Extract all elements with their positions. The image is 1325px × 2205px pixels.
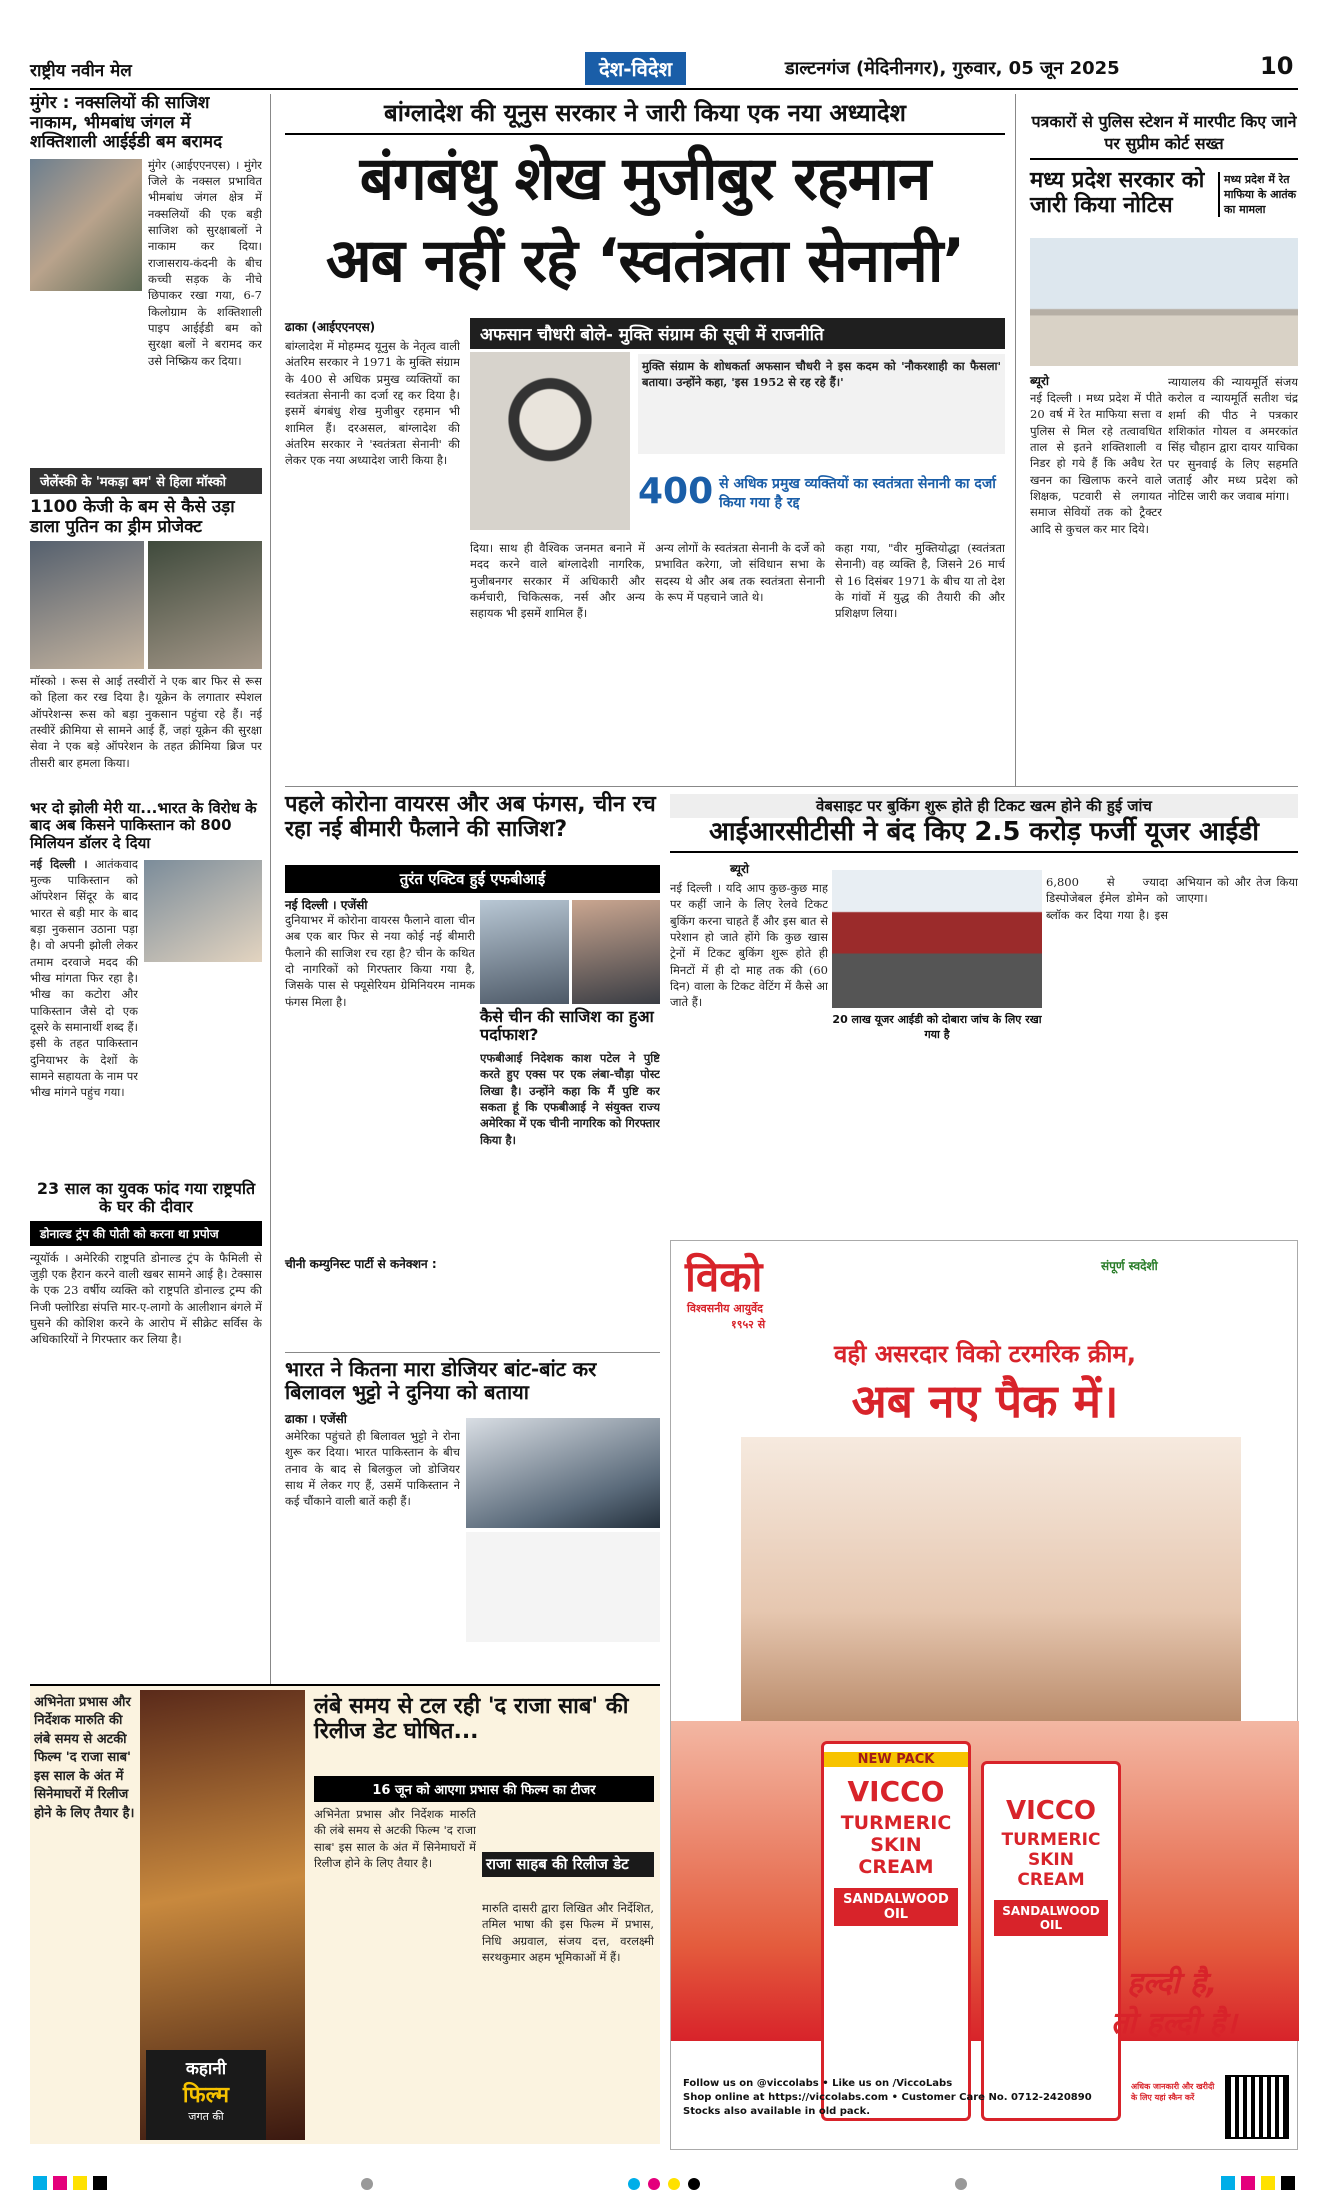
film-sub: राजा साहब की रिलीज डेट — [482, 1852, 654, 1877]
qr-code-icon[interactable] — [1227, 2077, 1287, 2137]
film-logo — [146, 2050, 266, 2140]
vicco-footer — [683, 2077, 1123, 2119]
lead-body-2: दिया। साथ ही वैश्विक जनमत बनाने में मदद करने वाले बांग्लादेशी नागरिक, मुजीबनगर सरकार में अधिकारी और कर्मचारी, चिकित्सक, नर्स और अन्य सहायक भी इसमें शामिल हैं। — [470, 541, 645, 621]
pak-body: आतंकवाद मुल्क पाकिस्तान को ऑपरेशन सिंदूर के बाद भारत से बड़ी मार के बाद बड़ा नुकसान उठाना पड़ा है। वो अपनी झोली लेकर तमाम दरवाजे मदद की भीख मांगता फिर रहा है। भीख का कटोरा और पाकिस्तान जैसे दो एक दूसरे के समानार्थी शब्द हैं। इसी के तहत पाकिस्तान दुनियाभर के देशों के सामने सहायता के नाम पर भीख मांगने पहुंच गया। — [30, 856, 138, 1100]
corona-dateline: नई दिल्ली । एजेंसी — [285, 898, 368, 912]
vicco-footer-2: Shop online at https://viccolabs.com • Customer Care No. 0712-2420890 — [683, 2092, 1092, 2103]
bilawal-photo-caption-strip — [466, 1532, 660, 1642]
munger-headline: मुंगेर : नक्सलियों की साजिश नाकाम, भीमबांध जंगल में शक्तिशाली आईईडी बम बरामद — [30, 93, 223, 153]
vicco-footer-1: Follow us on @viccolabs • Like us on /ViccoLabs — [683, 2078, 953, 2089]
film-headline: लंबे समय से टल रही 'द राजा साब' की रिलीज डेट घोषित... — [314, 1694, 629, 1745]
irctc-caption: 20 लाख यूजर आईडी को दोबारा जांच के लिए रखा गया है — [832, 1013, 1042, 1041]
zelensky-headline: 1100 केजी के बम से कैसे उड़ा डाला पुतिन का ड्रीम प्रोजेक्ट — [30, 497, 235, 537]
film-body-2: मारुति दासरी द्वारा लिखित और निर्देशित, तमिल भाषा की इस फिल्म में प्रभास, निधि अग्रवाल, संजय दत्त, वरलक्ष्मी सरथकुमार अहम भूमिकाओं में हैं। — [482, 1901, 654, 1964]
pak-headline: भर दो झोली मेरी या...भारत के विरोध के बाद अब किसने पाकिस्तान को 800 मिलियन डॉलर दे दिया — [30, 799, 257, 852]
journalist-dateline: ब्यूरो — [1030, 374, 1049, 388]
irctc-body-2: 6,800 से ज्यादा डिस्पोजेबल ईमेल डोमेन को ब्लॉक कर दिया गया है। इस अभियान को और तेज किया जाएगा। — [1046, 875, 1298, 922]
trump-story — [30, 1180, 262, 1605]
corona-body: दुनियाभर में कोरोना वायरस फैलाने वाला चीन अब एक बार फिर से नया कोई नई बीमारी फैलाने की साजिश रच रहा है? चीन के कथित दो नागरिकों को गिरफ्तार किया गया है, जिसके पास से फ्यूसेरियम ग्रेमिनियरम नामक फंगस मिला है। — [285, 913, 475, 1009]
film-logo-1: कहानी — [185, 2059, 227, 2079]
lead-sub: अफसान चौधरी बोले- मुक्ति संग्राम की सूची में राजनीति — [470, 318, 1005, 349]
corona-box-headline: कैसे चीन की साजिश का हुआ पर्दाफाश? — [480, 1007, 654, 1045]
vicco-tube-2 — [981, 1761, 1121, 2121]
film-intro: अभिनेता प्रभास और निर्देशक मारुति की लंबे समय से अटकी फिल्म 'द राजा साब' इस साल के अंत में सिनेमाघरों में रिलीज होने के लिए तैयार है। — [34, 1695, 135, 1821]
bilawal-dateline: ढाका । एजेंसी — [285, 1412, 347, 1426]
bilawal-body: अमेरिका पहुंचते ही बिलावल भुट्टो ने रोना शुरू कर दिया। भारत पाकिस्तान के बीच तनाव के बाद से बिलकुल जो डोजियर साथ में लेकर गए हैं, उसमें पाकिस्तान ने कई चौंकाने वाली बातें कही हैं। — [285, 1429, 460, 1509]
munger-story — [30, 94, 262, 485]
film-body: अभिनेता प्रभास और निर्देशक मारुति की लंबे समय से अटकी फिल्म 'द राजा साब' इस साल के अंत में सिनेमाघरों में रिलीज होने के लिए तैयार है। — [314, 1807, 476, 1870]
journalist-side: मध्य प्रदेश में रेत माफिया के आतंक का मामला — [1218, 172, 1298, 217]
vicco-brand: विको — [685, 1252, 763, 1301]
film-kicker: 16 जून को आएगा प्रभास की फिल्म का टीजर — [314, 1776, 654, 1802]
trump-kicker: डोनाल्ड ट्रंप की पोती को करना था प्रपोज — [30, 1221, 262, 1246]
vicco-slogan-1: हल्दी है, — [1127, 1966, 1218, 2001]
vicco-tube-brand-2: VICCO — [1005, 1796, 1097, 1826]
pak-dateline: नई दिल्ली । — [30, 856, 88, 871]
irctc-photo — [832, 870, 1042, 1008]
journalist-body-1: नई दिल्ली । मध्य प्रदेश में पीते 20 वर्ष में रेत माफिया सत्ता व पुलिस से मिल रहे तत्वावधित ताल से इतने शक्तिशाली व निडर हो गये हैं कि अवैध रेत खनन का खिलाफ करने वाले शिक्षक, पटवारी से लगायत समाज सेवियों तक को ट्रैक्टर आदि से कुचल कर मार दिये। — [1030, 391, 1162, 536]
pak-story — [30, 800, 262, 1156]
page-number: 10 — [1260, 52, 1294, 80]
lead-body-3: अन्य लोगों के स्वतंत्रता सेनानी के दर्जे को प्रभावित करेगा, जो संविधान सभा के सदस्य थे और अब तक स्वतंत्रता सेनानी के रूप में पहचाने जाते थे। — [655, 541, 825, 604]
lead-body-1: बांग्लादेश में मोहम्मद यूनुस के नेतृत्व वाली अंतरिम सरकार ने 1971 के मुक्ति संग्राम के 400 से अधिक प्रमुख व्यक्तियों का स्वतंत्रता सेनानी का दर्जा रद्द कर दिया है। इसमें बंगबंधु शेख मुजीबुर रहमान भी शामिल हैं। दरअसल, बांग्लादेश की अंतरिम सरकार ने 'स्वतंत्रता सेनानी' की लेकर एक नया अध्यादेश जारी किया है। — [285, 339, 460, 468]
zelensky-story — [30, 468, 262, 803]
registration-marks — [30, 2175, 1298, 2194]
zelensky-body: मॉस्को । रूस से आई तस्वीरों ने एक बार फिर से रूस को हिला कर रख दिया है। यूक्रेन के लगातार स्पेशल ऑपरेशन्स रूस को बड़ा नुकसान पहुंचा रहे हैं। नई तस्वीरें क्रीमिया से सामने आई हैं, जहां यूक्रेन की सुरक्षा सेवा ने एक बड़े ऑपरेशन के तहत क्रीमिया ब्रिज पर तीसरी बार हमला किया। — [30, 674, 262, 770]
journalist-headline: मध्य प्रदेश सरकार को जारी किया नोटिस — [1030, 168, 1205, 219]
vicco-tube-1 — [821, 1741, 971, 2121]
vicco-slogan-2: तो हल्दी है। — [1111, 2006, 1237, 2041]
irctc-kicker: वेबसाइट पर बुकिंग शुरू होते ही टिकट खत्म होने की हुई जांच — [670, 794, 1298, 818]
journalist-kicker: पत्रकारों से पुलिस स्टेशन में मारपीट किए जाने पर सुप्रीम कोर्ट सख्त — [1030, 110, 1298, 160]
supreme-court-photo — [1030, 238, 1298, 366]
vicco-swadeshi: संपूर्ण स्वदेशी — [1101, 1259, 1158, 1273]
vicco-tube-oil-2: SANDALWOOD OIL — [994, 1900, 1108, 1936]
lead-body-4: कहा गया, "वीर मुक्तियोद्धा (स्वतंत्रता सेनानी) वह व्यक्ति है, जिसने 26 मार्च से 16 दिसंबर 1971 के बीच या तो देश के गांवों में युद्ध की तैयारी की और प्रशिक्षण लिया। — [835, 541, 1005, 621]
vicco-tube-name-1: TURMERIC SKIN CREAM — [840, 1812, 952, 1878]
vicco-tube-oil-1: SANDALWOOD OIL — [834, 1888, 958, 1926]
corona-photo — [480, 900, 660, 1004]
vicco-tube-brand-1: VICCO — [847, 1775, 945, 1808]
journalist-body-2: न्यायालय की न्यायमूर्ति संजय करोल व न्यायमूर्ति सतीश चंद्र शर्मा की पीठ ने पत्रकार शशिकांत गोयल व अमरकांत सिंह चौहान द्वारा दायर याचिका पर सुनवाई के लिए सहमति जताई और मध्य प्रदेश को नोटिस जारी कर जवाब मांगा। — [1168, 375, 1298, 504]
trump-body: न्यूयॉर्क । अमेरिकी राष्ट्रपति डोनाल्ड ट्रंप के फैमिली से जुड़ी एक हैरान करने वाली खबर सामने आई है। टेक्सास के एक 23 वर्षीय व्यक्ति को राष्ट्रपति डोनाल्ड ट्रम्प की निजी फ्लोरिडा संपत्ति मार-ए-लागो के आलीशान बंगले में घुसने की कोशिश करने के आरोप में सीक्रेट सर्विस के अधिकारियों ने गिरफ्तार कर लिया है। — [30, 1250, 262, 1347]
masthead — [30, 52, 1298, 86]
lead-stat-text: से अधिक प्रमुख व्यक्तियों का स्वतंत्रता सेनानी का दर्जा किया गया है रद्द — [719, 476, 996, 511]
irctc-headline: आईआरसीटीसी ने बंद किए 2.5 करोड़ फर्जी यूजर आईडी — [670, 818, 1298, 853]
vicco-ad — [670, 1240, 1298, 2150]
trump-headline: 23 साल का युवक फांद गया राष्ट्रपति के घर की दीवार — [36, 1179, 256, 1217]
zelensky-kicker: जेलेंस्की के 'मकड़ा बम' से हिला मॉस्को — [30, 468, 262, 494]
lead-stat — [638, 471, 1005, 512]
munger-photo — [30, 159, 142, 291]
corona-kicker: तुरंत एक्टिव हुई एफबीआई — [285, 865, 660, 893]
vicco-year: १९५२ से — [731, 1318, 766, 1331]
lead-headline-2: अब नहीं रहे ‘स्वतंत्रता सेनानी’ — [325, 226, 965, 296]
vicco-tube-name-2: TURMERIC SKIN CREAM — [1001, 1830, 1101, 1890]
lead-kicker: बांग्लादेश की यूनुस सरकार ने जारी किया एक नया अध्यादेश — [285, 96, 1005, 135]
dateline: डाल्टनगंज (मेदिनीनगर), गुरुवार, 05 जून 2025 — [785, 58, 1120, 79]
bilawal-photo — [466, 1418, 660, 1528]
vicco-newpack: NEW PACK — [824, 1752, 968, 1767]
lead-dateline: ढाका (आईएएनएस) — [285, 320, 376, 334]
lead-quote: मुक्ति संग्राम के शोधकर्ता अफसान चौधरी ने इस कदम को 'नौकरशाही का फैसला' बताया। उन्होंने कहा, 'इस 1952 से रह रहे हैं।' — [638, 354, 1005, 454]
lead-photo-mujib — [470, 352, 630, 530]
vicco-ad-line-2: अब नए पैक में। — [851, 1374, 1119, 1428]
corona-headline: पहले कोरोना वायरस और अब फंगस, चीन रच रहा नई बीमारी फैलाने की साजिश? — [285, 792, 656, 843]
bilawal-headline: भारत ने कितना मारा डोजियर बांट-बांट कर बिलावल भुट्टो ने दुनिया को बताया — [285, 1357, 597, 1404]
corona-box-body: एफबीआई निदेशक काश पटेल ने पुष्टि करते हुए एक्स पर एक लंबा-चौड़ा पोस्ट लिखा है। उन्होंने कहा कि मैं पुष्टि कर सकता हूं कि एफबीआई ने संयुक्त राज्य अमेरिका में एक चीनी नागरिक को गिरफ्तार किया है। — [480, 1051, 660, 1147]
vicco-ad-line-1: वही असरदार विको टरमरिक क्रीम, — [834, 1340, 1136, 1368]
corona-sub: चीनी कम्युनिस्ट पार्टी से कनेक्शन : — [285, 1257, 437, 1271]
vicco-footer-3: Stocks also available in old pack. — [683, 2106, 871, 2117]
vicco-ad-models-photo — [741, 1437, 1241, 1727]
vicco-footer-4: अधिक जानकारी और खरीदी के लिए यहां स्कैन करें — [1131, 2082, 1215, 2102]
vicco-tagline: विश्वसनीय आयुर्वेद — [687, 1302, 763, 1315]
lead-stat-number: 400 — [638, 471, 714, 512]
film-logo-3: जगत की — [188, 2110, 224, 2123]
section-label: देश-विदेश — [585, 52, 686, 85]
munger-body: मुंगेर (आईएएनएस) । मुंगेर जिले के नक्सल प्रभावित भीमबांध जंगल क्षेत्र में नक्सलियों की एक बड़ी साजिश को सुरक्षाबलों ने नाकाम कर दिया। राजासराय-कंदनी के बीच कच्ची सड़क के नीचे छिपाकर रखा गया, 6-7 किलोग्राम के शक्तिशाली पाइप आईईडी बम को सुरक्षा बलों ने बरामद कर उसे निष्क्रिय कर दिया। — [148, 157, 262, 368]
paper-name: राष्ट्रीय नवीन मेल — [30, 61, 132, 81]
pak-photo — [144, 860, 262, 962]
lead-headline-1: बंगबंधु शेख मुजीबुर रहमान — [359, 144, 931, 214]
film-logo-2: फिल्म — [182, 2083, 230, 2108]
zelensky-photo — [30, 541, 262, 669]
irctc-dateline: ब्यूरो — [730, 862, 749, 876]
irctc-body: नई दिल्ली । यदि आप कुछ-कुछ माह पर कहीं जाने के लिए रेलवे टिकट बुकिंग करना चाहते हैं और इस बात से परेशान हो जाते होंगे कि कुछ खास ट्रेनों में टिकट बुकिंग शुरू होते ही मिनटों में ही दो माह तक की (60 दिन) वाला के टिकट वेटिंग में कैसे आ जाते हैं। — [670, 881, 828, 1010]
